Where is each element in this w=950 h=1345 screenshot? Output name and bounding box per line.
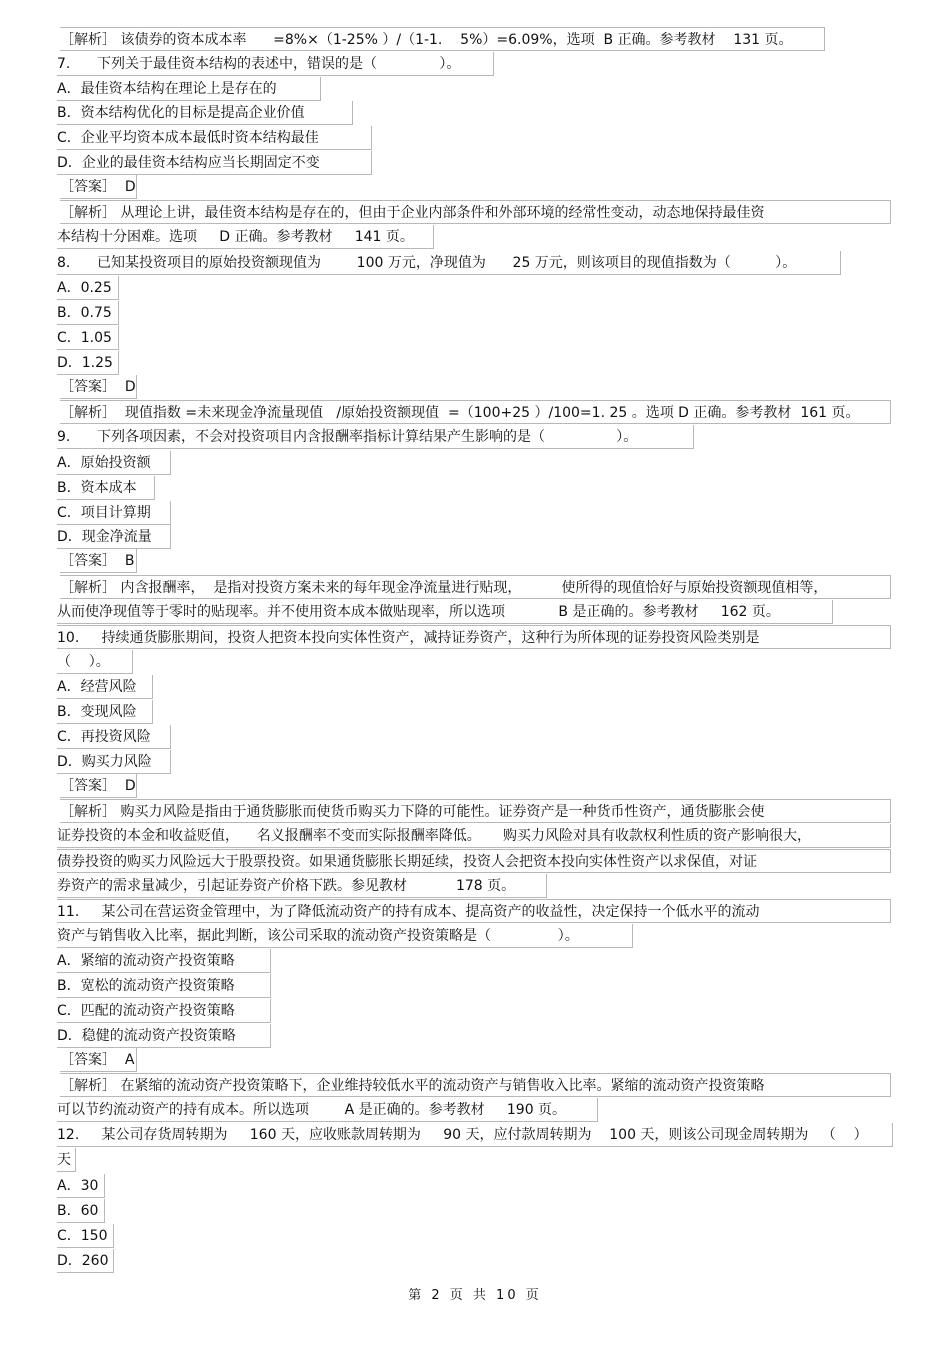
option-line: B．资本成本 bbox=[57, 476, 155, 500]
analysis-line: ［解析］ 从理论上讲，最佳资本结构是存在的，但由于企业内部条件和外部环境的经常性变动，动态地保持最佳资 bbox=[60, 200, 891, 224]
question-line: 11. 某公司在营运资金管理中，为了降低流动资产的持有成本、提高资产的收益性，决定保持一个低水平的流动 bbox=[57, 899, 891, 923]
analysis-line: 本结构十分困难。选项 D 正确。参考教材 141 页。 bbox=[57, 225, 434, 249]
option-line: C．1.05 bbox=[57, 326, 119, 350]
option-line: D．260 bbox=[57, 1249, 114, 1273]
analysis-line: ［解析］ 内含报酬率， 是指对投资方案未来的每年现金净流量进行贴现， 使所得的现值恰好与原始投资额现值相等， bbox=[60, 575, 891, 599]
question-line: 12. 某公司存货周转期为 160 天，应收账款周转期为 90 天，应付款周转期为 100 天，则该公司现金周转期为 （ ） bbox=[57, 1123, 893, 1147]
option-line: A．30 bbox=[57, 1174, 105, 1198]
analysis-line: 债券投资的购买力风险远大于股票投资。如果通货膨胀长期延续，投资人会把资本投向实体性资产以求保值，对证 bbox=[57, 849, 891, 873]
analysis-line: ［解析］ 购买力风险是指由于通货膨胀而使货币购买力下降的可能性。证券资产是一种货币性资产，通货膨胀会使 bbox=[60, 799, 891, 823]
option-line: A．0.25 bbox=[57, 276, 119, 300]
option-line: C．150 bbox=[57, 1224, 114, 1248]
answer-line: ［答案］ D bbox=[60, 175, 137, 199]
analysis-line: 券资产的需求量减少，引起证券资产价格下跌。参见教材 178 页。 bbox=[57, 874, 547, 898]
question-line: 10. 持续通货膨胀期间，投资人把资本投向实体性资产，减持证券资产，这种行为所体现的证券投资风险类别是 bbox=[57, 625, 891, 649]
option-line: D．购买力风险 bbox=[57, 750, 171, 774]
answer-line: ［答案］ D bbox=[60, 774, 137, 798]
option-line: C．再投资风险 bbox=[57, 725, 171, 749]
option-line: B．60 bbox=[57, 1199, 105, 1223]
option-line: B．变现风险 bbox=[57, 700, 153, 724]
question-line: 天 bbox=[57, 1148, 76, 1172]
option-line: A．紧缩的流动资产投资策略 bbox=[57, 949, 271, 973]
option-line: B．0.75 bbox=[57, 301, 119, 325]
question-line: 8. 已知某投资项目的原始投资额现值为 100 万元，净现值为 25 万元，则该项目的现值指数为（ ）。 bbox=[57, 251, 841, 275]
answer-line: ［答案］ D bbox=[60, 375, 137, 399]
analysis-line: ［解析］ 在紧缩的流动资产投资策略下，企业维持较低水平的流动资产与销售收入比率。紧缩的流动资产投资策略 bbox=[60, 1073, 891, 1097]
text-line: ［解析］ 该债券的资本成本率 =8%×（1-25% ）/（1-1. 5%）=6.09%，选项 B 正确。参考教材 131 页。 bbox=[60, 27, 825, 51]
analysis-line: 证券投资的本金和收益贬值， 名义报酬率不变而实际报酬率降低。 购买力风险对具有收款权利性质的资产影响很大， bbox=[57, 824, 891, 848]
option-line: C．企业平均资本成本最低时资本结构最佳 bbox=[57, 126, 372, 150]
option-line: B．资本结构优化的目标是提高企业价值 bbox=[57, 101, 353, 125]
option-line: A．最佳资本结构在理论上是存在的 bbox=[57, 77, 321, 101]
answer-line: ［答案］ A bbox=[60, 1048, 137, 1072]
question-line: 资产与销售收入比率，据此判断，该公司采取的流动资产投资策略是（ ）。 bbox=[57, 924, 633, 948]
option-line: B．宽松的流动资产投资策略 bbox=[57, 974, 271, 998]
option-line: C．匹配的流动资产投资策略 bbox=[57, 999, 271, 1023]
analysis-line: 可以节约流动资产的持有成本。所以选项 A 是正确的。参考教材 190 页。 bbox=[57, 1098, 598, 1122]
question-line: （ ）。 bbox=[57, 650, 133, 674]
option-line: A．原始投资额 bbox=[57, 451, 171, 475]
option-line: D．稳健的流动资产投资策略 bbox=[57, 1024, 271, 1048]
option-line: C．项目计算期 bbox=[57, 501, 171, 525]
question-line: 7. 下列关于最佳资本结构的表述中，错误的是（ ）。 bbox=[57, 52, 494, 76]
analysis-line: 从而使净现值等于零时的贴现率。并不使用资本成本做贴现率，所以选项 B 是正确的。参考教材 162 页。 bbox=[57, 600, 833, 624]
option-line: D．企业的最佳资本结构应当长期固定不变 bbox=[57, 151, 372, 175]
question-line: 9. 下列各项因素，不会对投资项目内含报酬率指标计算结果产生影响的是（ ）。 bbox=[57, 425, 694, 449]
analysis-line: ［解析］ 现值指数 =未来现金净流量现值 /原始投资额现值 =（100+25 ）/100=1. 25 。选项 D 正确。参考教材 161 页。 bbox=[60, 400, 891, 424]
page-footer: 第 2 页 共 10 页 bbox=[408, 1288, 542, 1303]
option-line: D．1.25 bbox=[57, 351, 119, 375]
option-line: A．经营风险 bbox=[57, 675, 153, 699]
option-line: D．现金净流量 bbox=[57, 525, 171, 549]
answer-line: ［答案］ B bbox=[60, 549, 137, 573]
